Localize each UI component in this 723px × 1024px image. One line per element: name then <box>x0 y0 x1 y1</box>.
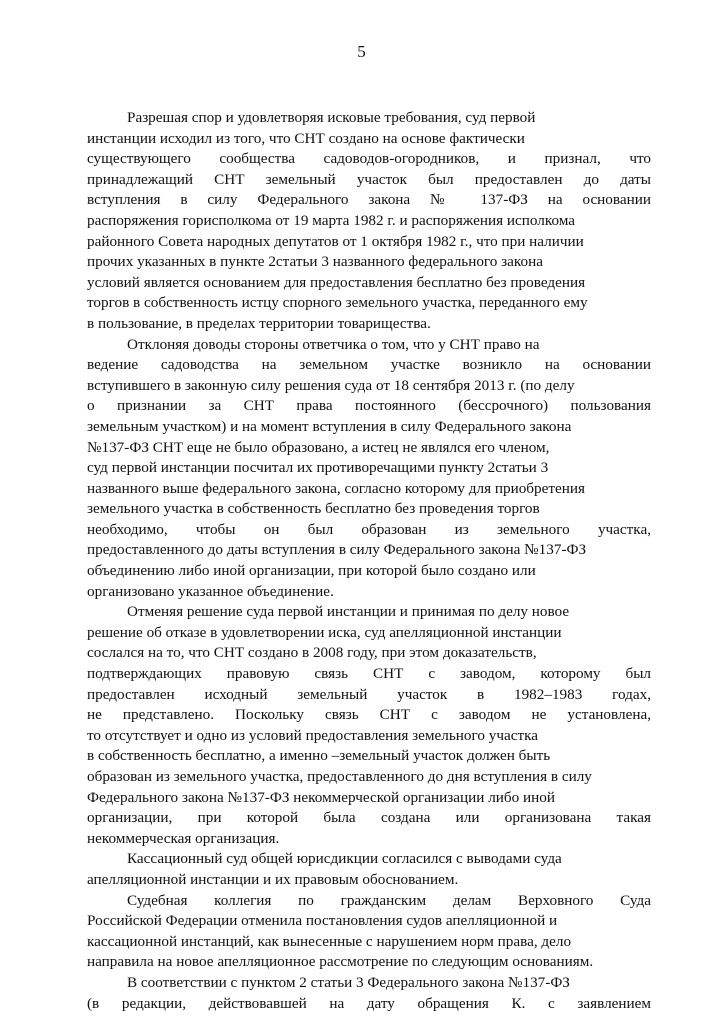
text-line: не представлено. Поскольку связь СНТ с заводом не установлена, <box>87 706 651 724</box>
text-line: Разрешая спор и удовлетворяя исковые требования, суд первой <box>127 109 536 126</box>
text-line: суд первой инстанции посчитал их противоречащими пункту 2статьи 3 <box>87 459 549 477</box>
text-line: инстанции исходил из того, что СНТ создано на основе фактически <box>87 129 525 147</box>
text-line: то отсутствует и одно из условий предоставления земельного участка <box>87 726 538 744</box>
text-line: направила на новое апелляционное рассмотрение по следующим основаниям. <box>87 953 594 971</box>
text-line: земельным участком) и на момент вступления в силу Федерального закона <box>87 417 572 435</box>
text-line: о признании за СНТ права постоянного (бессрочного) пользования <box>87 397 651 415</box>
text-line: решение об отказе в удовлетворении иска, суд апелляционной инстанции <box>87 623 562 641</box>
text-line: вступления в силу Федерального закона № 137-ФЗ на основании <box>87 191 651 209</box>
text-line: Российской Федерации отменила постановления судов апелляционной и <box>87 912 558 930</box>
text-line: в пользование, в пределах территории товарищества. <box>87 314 431 332</box>
text-line: вступившего в законную силу решения суда от 18 сентября 2013 г. (по делу <box>87 376 575 394</box>
text-line: образован из земельного участка, предоставленного до дня вступления в силу <box>87 768 592 785</box>
text-line: принадлежащий СНТ земельный участок был предоставлен до даты <box>87 170 651 188</box>
text-line: распоряжения горисполкома от 19 марта 1982 г. и распоряжения исполкома <box>87 211 576 229</box>
text-line: Судебная коллегия по гражданским делам Верховного Суда <box>127 891 651 909</box>
text-line: земельного участка в собственность бесплатно без проведения торгов <box>87 500 540 518</box>
text-line: предоставленного до даты вступления в силу Федерального закона №137-ФЗ <box>87 541 587 559</box>
text-line: В соответствии с пунктом 2 статьи 3 Федерального закона №137-ФЗ <box>127 973 570 991</box>
text-line: организовано указанное объединение. <box>87 582 334 600</box>
text-line: существующего сообщества садоводов-огородников, и признал, что <box>87 150 651 168</box>
text-line: районного Совета народных депутатов от 1 октября 1982 г., что при наличии <box>87 232 584 250</box>
text-line: Отменяя решение суда первой инстанции и принимая по делу новое <box>127 603 570 621</box>
text-line: Федерального закона №137-ФЗ некоммерческой организации либо иной <box>87 788 555 806</box>
text-line: Кассационный суд общей юрисдикции согласился с выводами суда <box>127 850 562 868</box>
text-line: Отклоняя доводы стороны ответчика о том, что у СНТ право на <box>127 335 540 353</box>
text-line: кассационной инстанций, как вынесенные с нарушением норм права, дело <box>87 932 572 950</box>
text-line: ведение садоводства на земельном участке возникло на основании <box>87 356 651 374</box>
text-line: необходимо, чтобы он был образован из земельного участка, <box>87 520 651 538</box>
text-line: условий является основанием для предоставления бесплатно без проведения <box>87 273 586 291</box>
text-line: некоммерческая организация. <box>87 829 280 847</box>
text-line: торгов в собственность истцу спорного земельного участка, переданного ему <box>87 294 588 312</box>
text-line: организации, при которой была создана или организована такая <box>87 809 651 827</box>
page-number: 5 <box>357 42 366 61</box>
text-line: подтверждающих правовую связь СНТ с заводом, которому был <box>87 665 651 683</box>
text-line: (в редакции, действовавшей на дату обращения К. с заявлением <box>87 994 651 1012</box>
text-line: предоставлен исходный земельный участок в 1982–1983 годах, <box>87 685 651 703</box>
text-line: объединению либо иной организации, при которой было создано или <box>87 562 536 580</box>
text-line: апелляционной инстанции и их правовым обоснованием. <box>87 870 459 888</box>
text-line: прочих указанных в пункте 2статьи 3 названного федерального закона <box>87 253 543 271</box>
document-body <box>87 108 651 1014</box>
text-line: сослался на то, что СНТ создано в 2008 году, при этом доказательств, <box>87 644 537 662</box>
text-line: названного выше федерального закона, согласно которому для приобретения <box>87 479 585 497</box>
text-line: №137-ФЗ СНТ еще не было образовано, а истец не являлся его членом, <box>87 438 550 456</box>
text-line: в собственность бесплатно, а именно –земельный участок должен быть <box>87 747 551 765</box>
